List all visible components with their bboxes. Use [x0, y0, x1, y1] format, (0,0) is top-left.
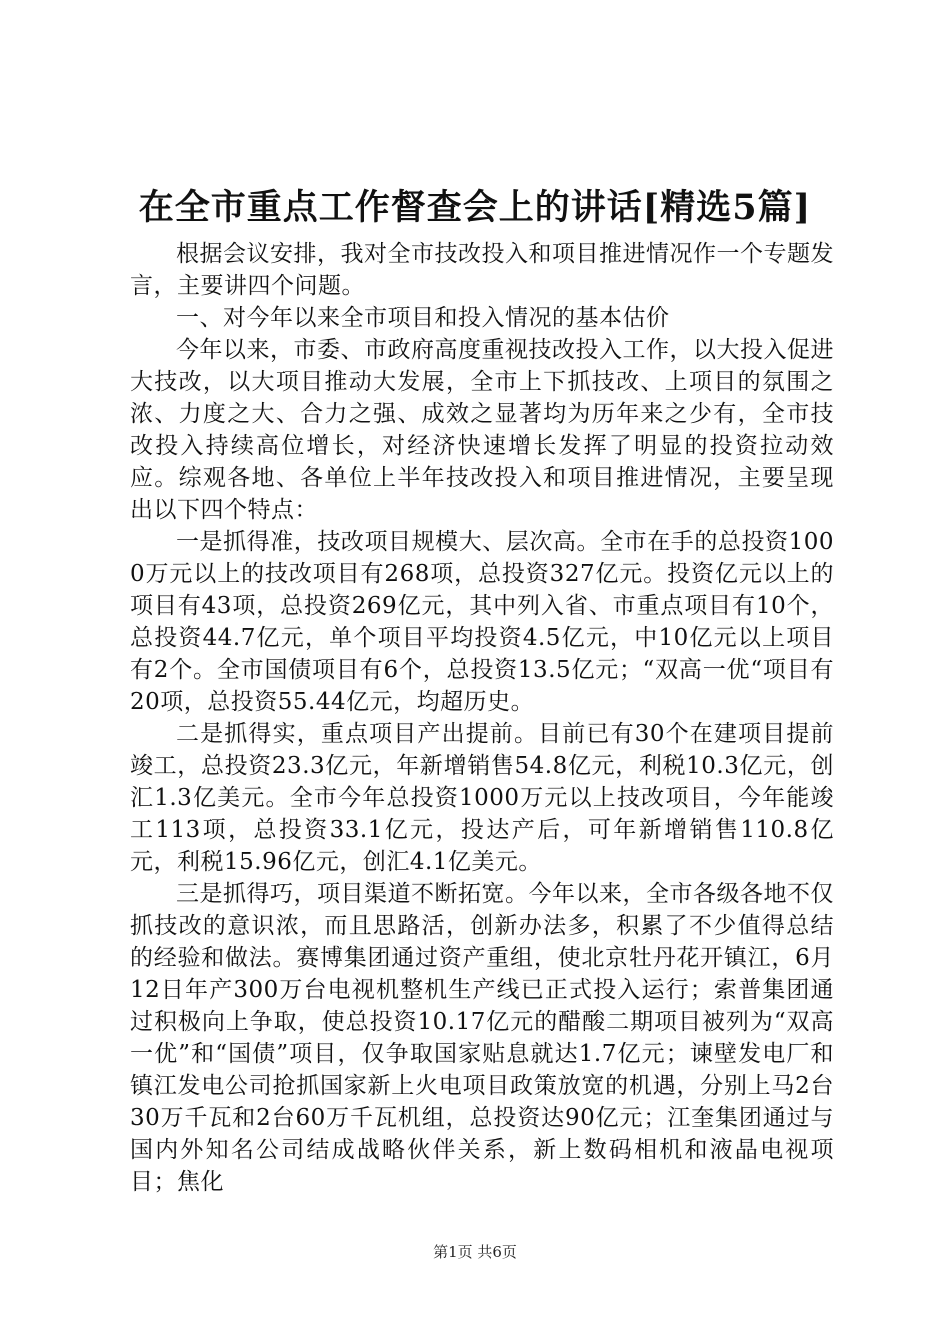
- paragraph-section-heading: 一、对今年以来全市项目和投入情况的基本估价: [176, 305, 670, 331]
- document-body: [130, 238, 834, 1198]
- document-title: 在全市重点工作督查会上的讲话[精选5篇]: [138, 187, 812, 228]
- paragraph-point-one: 一是抓得准，技改项目规模大、层次高。全市在手的总投资1000万元以上的技改项目有268项，总投资327亿元。投资亿元以上的项目有43项，总投资269亿元，其中列入省、市重点项目有10个，总投资44.7亿元，单个项目平均投资4.5亿元，中10亿元以上项目有2个。全市国债项目有6个，总投资13.5亿元；“双高一优“项目有20项，总投资55.44亿元，均超历史。: [130, 529, 834, 715]
- paragraph-intro: 根据会议安排，我对全市技改投入和项目推进情况作一个专题发言，主要讲四个问题。: [130, 241, 834, 299]
- paragraph-overview: 今年以来，市委、市政府高度重视技改投入工作，以大投入促进大技改，以大项目推动大发展，全市上下抓技改、上项目的氛围之浓、力度之大、合力之强、成效之显著均为历年来之少有，全市技改投入持续高位增长，对经济快速增长发挥了明显的投资拉动效应。综观各地、各单位上半年技改投入和项目推进情况，主要呈现出以下四个特点：: [130, 337, 834, 523]
- page-footer: 第1页 共6页: [433, 1243, 517, 1261]
- paragraph-point-two: 二是抓得实，重点项目产出提前。目前已有30个在建项目提前竣工，总投资23.3亿元，年新增销售54.8亿元，利税10.3亿元，创汇1.3亿美元。全市今年总投资1000万元以上技改项目，今年能竣工113项，总投资33.1亿元，投达产后，可年新增销售110.8亿元，利税15.96亿元，创汇4.1亿美元。: [130, 721, 834, 875]
- paragraph-point-three: 三是抓得巧，项目渠道不断拓宽。今年以来，全市各级各地不仅抓技改的意识浓，而且思路活，创新办法多，积累了不少值得总结的经验和做法。赛博集团通过资产重组，使北京牡丹花开镇江，6月12日年产300万台电视机整机生产线已正式投入运行；索普集团通过积极向上争取，使总投资10.17亿元的醋酸二期项目被列为“双高一优”和“国债”项目，仅争取国家贴息就达1.7亿元；谏壁发电厂和镇江发电公司抢抓国家新上火电项目政策放宽的机遇，分别上马2台30万千瓦和2台60万千瓦机组，总投资达90亿元；江奎集团通过与国内外知名公司结成战略伙伴关系，新上数码相机和液晶电视项目；焦化: [130, 881, 834, 1195]
